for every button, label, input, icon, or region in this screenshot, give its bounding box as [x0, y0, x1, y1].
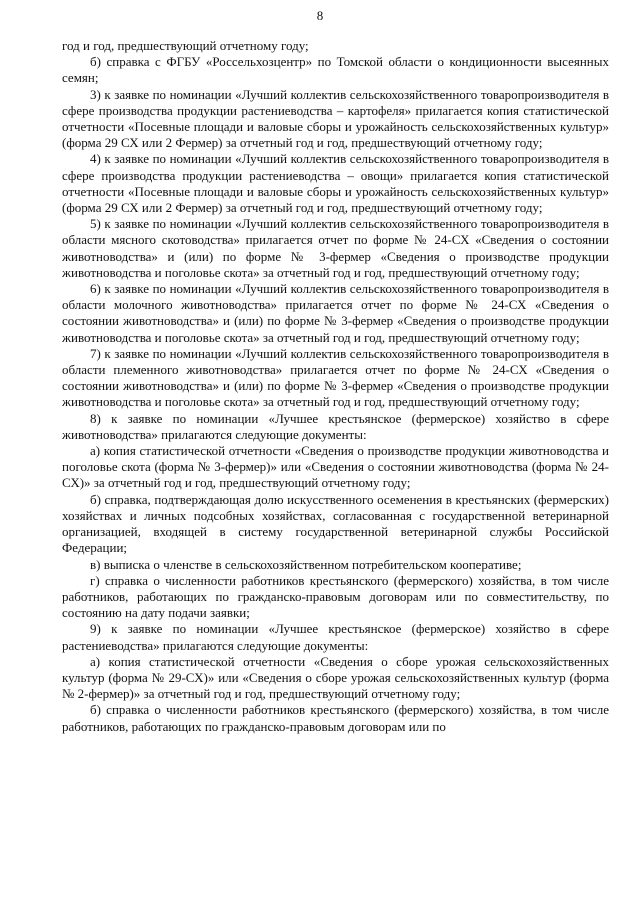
paragraph-item-b-seed-certificate: б) справка с ФГБУ «Россельхозцентр» по Томской области о кондиционности высеянных семян; — [62, 54, 609, 86]
paragraph-item-8g: г) справка о численности работников крестьянского (фермерского) хозяйства, в том числе работников, работающих по гражданско-правовым договорам или по совместительству, по состоянию на дату подачи заявки; — [62, 572, 609, 621]
document-body — [62, 38, 609, 735]
paragraph-item-6-dairy: 6) к заявке по номинации «Лучший коллектив сельскохозяйственного товаропроизводителя в области молочного животноводства» прилагается отчет по форме № 24-СХ «Сведения о состоянии животноводства» и (или) по форме № 3-фермер «Сведения о производстве продукции животноводства и поголовье скота» за отчетный год и год, предшествующий отчетному году; — [62, 281, 609, 345]
paragraph-item-8a: а) копия статистической отчетности «Сведения о производстве продукции животноводства и поголовье скота (форма № 3-фермер)» или «Сведения о состоянии животноводства (форма № 24-СХ)» за отчетный год и год, предшествующий отчетному году; — [62, 443, 609, 491]
paragraph-item-9b: б) справка о численности работников крестьянского (фермерского) хозяйства, в том числе работников, работающих по гражданско-правовым договорам или по — [62, 702, 609, 734]
paragraph-item-8v: в) выписка о членстве в сельскохозяйственном потребительском кооперативе; — [90, 556, 522, 572]
paragraph-item-3-potatoes: 3) к заявке по номинации «Лучший коллектив сельскохозяйственного товаропроизводителя в сфере производства продукции растениеводства – картофеля» прилагается копия статистической отчетности «Посевные площади и валовые сборы и урожайность сельскохозяйственных культур» (форма 29 СХ или 2 Фермер) за отчетный год и год, предшествующий отчетному году; — [62, 86, 609, 151]
paragraph-item-7-breeding: 7) к заявке по номинации «Лучший коллектив сельскохозяйственного товаропроизводителя в области племенного животноводства» прилагается отчет по форме № 24-СХ «Сведения о состоянии животноводства» и (или) по форме № 3-фермер «Сведения о производстве продукции животноводства и поголовье скота» за отчетный год и год, предшествующий отчетному году; — [62, 345, 609, 410]
paragraph-continuation: год и год, предшествующий отчетному году; — [62, 38, 309, 53]
paragraph-item-5-beef-cattle: 5) к заявке по номинации «Лучший коллектив сельскохозяйственного товаропроизводителя в области мясного скотоводства» прилагается отчет по форме № 24-СХ «Сведения о состоянии животноводства» и (или) по форме № 3-фермер «Сведения о производстве продукции животноводства и поголовье скота» за отчетный год и год, предшествующий отчетному году; — [62, 216, 609, 280]
paragraph-item-4-vegetables: 4) к заявке по номинации «Лучший коллектив сельскохозяйственного товаропроизводителя в сфере производства продукции растениеводства – овощи» прилагается копия статистической отчетности «Посевные площади и валовые сборы и урожайность сельскохозяйственных культур» (форма 29 СХ или 2 Фермер) за отчетный год и год, предшествующий отчетному году; — [62, 151, 609, 216]
paragraph-item-8b: б) справка, подтверждающая долю искусственного осеменения в крестьянских (фермерских) хозяйствах и личных подсобных хозяйствах, согласованная с государственной ветеринарной организацией, входящей в систему государственной ветеринарной службы Российской Федерации; — [62, 491, 609, 556]
paragraph-item-9a: а) копия статистической отчетности «Сведения о сборе урожая сельскохозяйственных культур (форма № 29-СХ)» или «Сведения о сборе урожая сельскохозяйственных культур (форма № 2-фермер)» за отчетный год и год, предшествующий отчетному году; — [62, 653, 609, 702]
page-number: 8 — [316, 8, 324, 23]
paragraph-item-9-farm-crops: 9) к заявке по номинации «Лучшее крестьянское (фермерское) хозяйство в сфере растениеводства» прилагаются следующие документы: — [62, 621, 609, 653]
paragraph-item-8-farm-livestock: 8) к заявке по номинации «Лучшее крестьянское (фермерское) хозяйство в сфере животноводства» прилагаются следующие документы: — [62, 410, 609, 442]
